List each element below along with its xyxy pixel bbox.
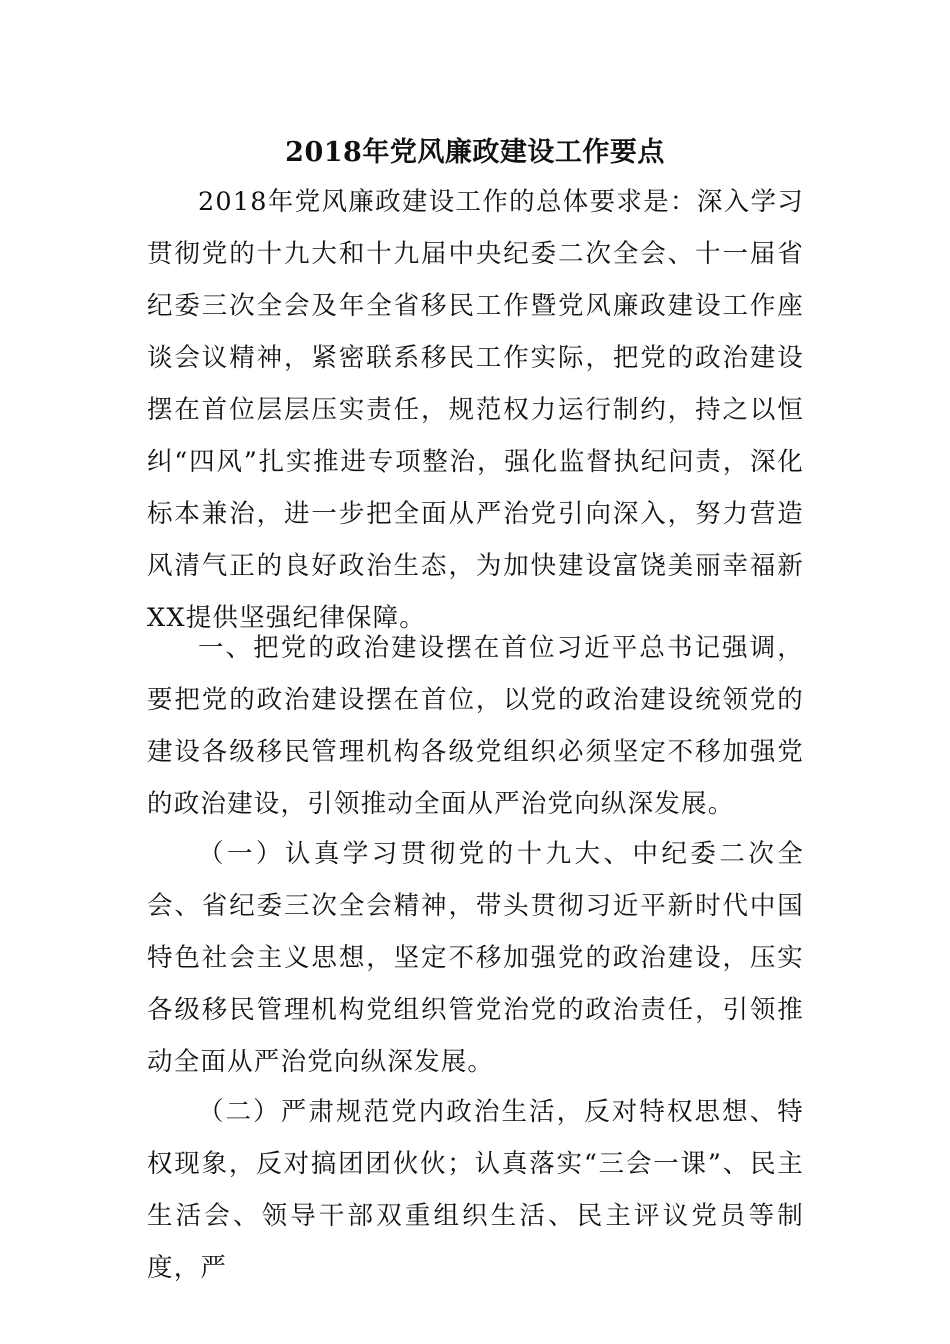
paragraph-item-one: （一）认真学习贯彻党的十九大、中纪委二次全会、省纪委三次全会精神，带头贯彻习近平新时代中国特色社会主义思想，坚定不移加强党的政治建设，压实各级移民管理机构党组织管党治党的政治责任，引领推动全面从严治党向纵深发展。 [147,839,804,1077]
document-title: 2018年党风廉政建设工作要点 [285,137,665,168]
paragraph-item-two: （二）严肃规范党内政治生活，反对特权思想、特权现象，反对搞团团伙伙；认真落实“三会一课”、民主生活会、领导干部双重组织生活、民主评议党员等制度，严 [147,1097,804,1283]
paragraph-section-one: 一、把党的政治建设摆在首位习近平总书记强调，要把党的政治建设摆在首位，以党的政治建设统领党的建设各级移民管理机构各级党组织必须坚定不移加强党的政治建设，引领推动全面从严治党向纵深发展。 [147,633,804,819]
paragraph-general-requirements: 2018年党风廉政建设工作的总体要求是：深入学习贯彻党的十九大和十九届中央纪委二次全会、十一届省纪委三次全会及年全省移民工作暨党风廉政建设工作座谈会议精神，紧密联系移民工作实际，把党的政治建设摆在首位层层压实责任，规范权力运行制约，持之以恒纠“四风”扎实推进专项整治，强化监督执纪问责，深化标本兼治，进一步把全面从严治党引向深入，努力营造风清气正的良好政治生态，为加快建设富饶美丽幸福新XX提供坚强纪律保障。 [147,187,804,633]
